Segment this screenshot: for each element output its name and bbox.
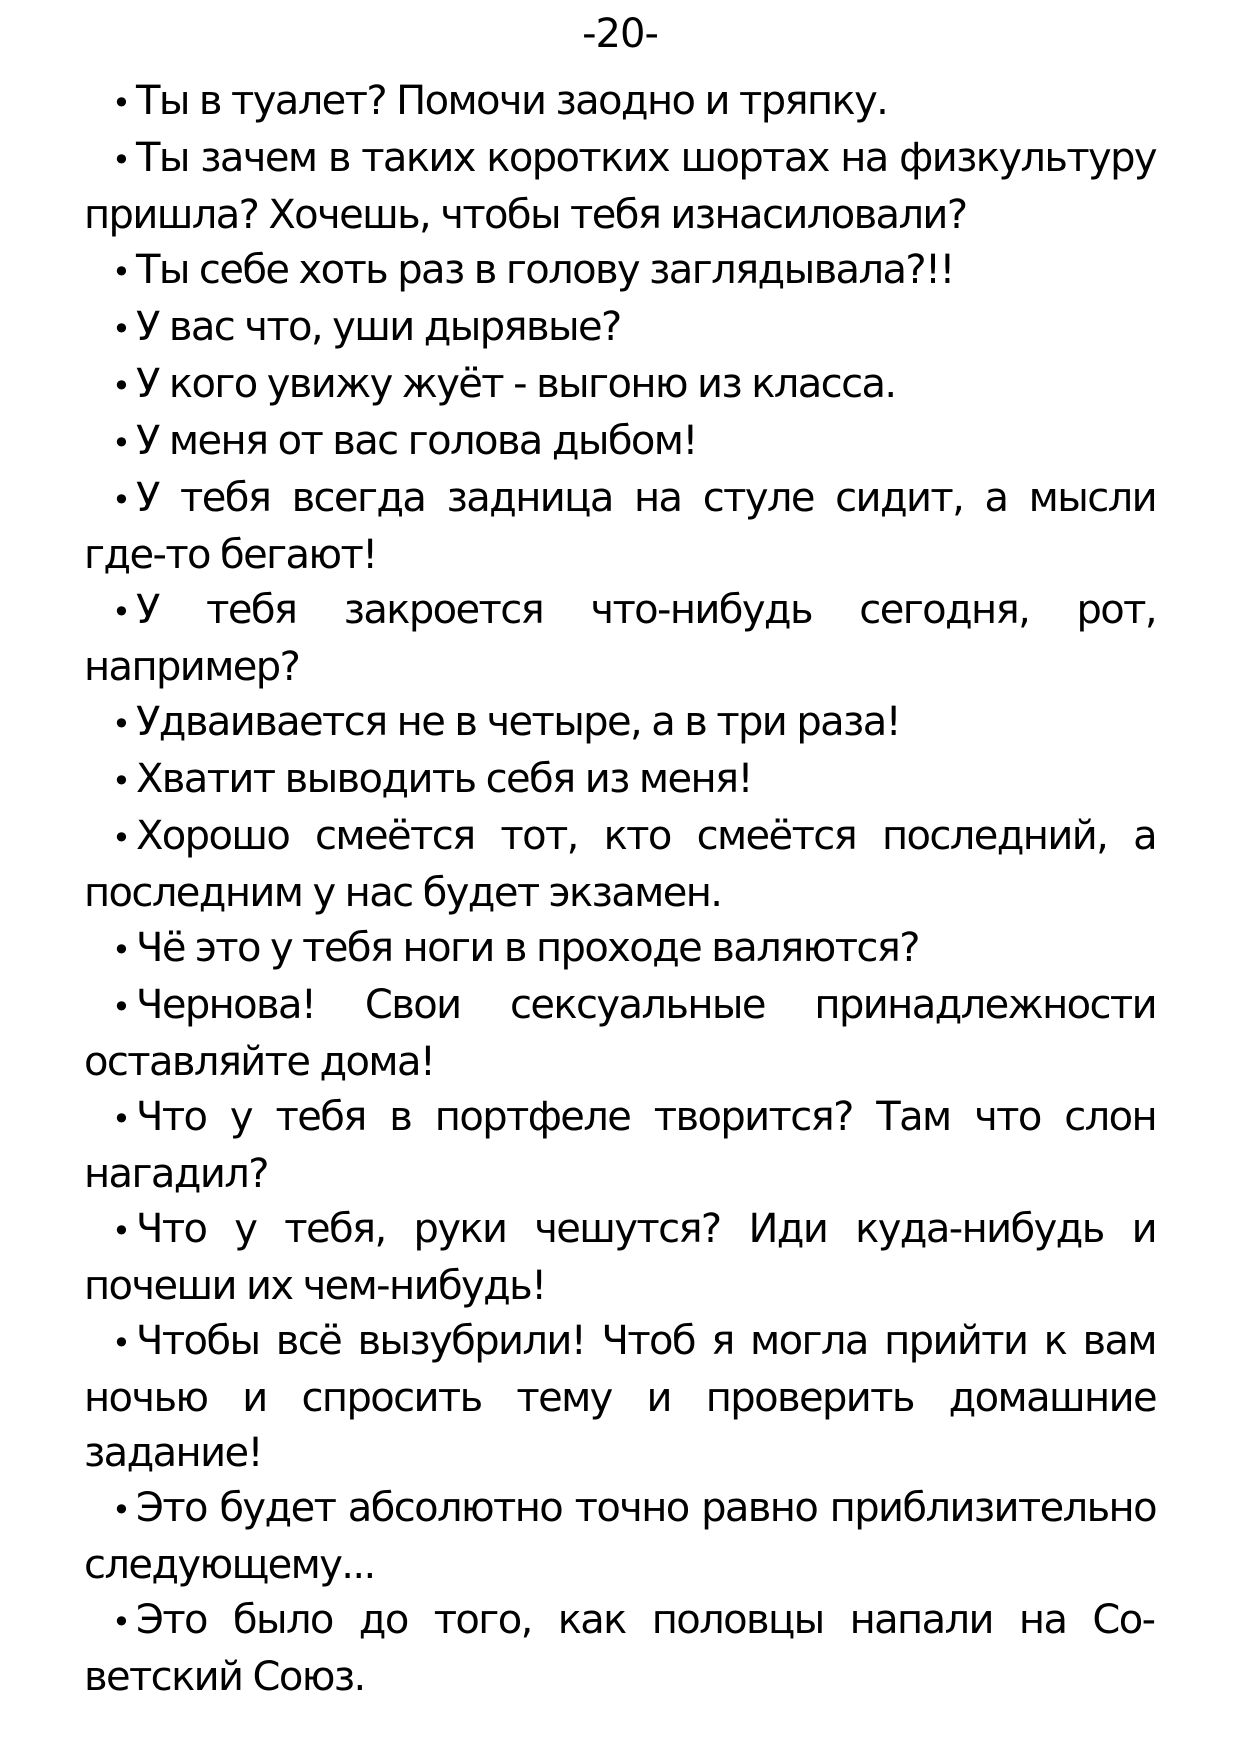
list-item: [84, 300, 1156, 357]
bullet-icon: •: [112, 593, 130, 631]
bullet-icon: •: [112, 141, 130, 179]
list-item: [84, 1090, 1156, 1202]
bullet-icon: •: [112, 481, 130, 519]
bullet-icon: •: [112, 1491, 130, 1529]
list-item: [84, 74, 1156, 131]
bullet-icon: •: [112, 367, 130, 405]
bullet-icon: •: [112, 424, 130, 462]
list-item-text: Чернова! Свои сексуальные принадлежности оставляйте дома!: [84, 982, 1156, 1085]
list-item-text: Ты зачем в таких коротких шортах на физкультуру пришла? Хочешь, чтобы тебя изнасиловали?: [84, 135, 1156, 238]
page-number: -20-: [582, 11, 658, 57]
list-item-text: Это было до того, как половцы напали на Советский Союз.: [84, 1597, 1156, 1700]
list-item: [84, 752, 1156, 809]
bullet-icon: •: [112, 762, 130, 800]
list-item: [84, 243, 1156, 300]
bullet-icon: •: [112, 819, 130, 857]
bullet-icon: •: [112, 931, 130, 969]
list-item-text: У кого увижу жуёт - выгоню из класса.: [136, 361, 896, 407]
bullet-icon: •: [112, 1100, 130, 1138]
list-item: [84, 131, 1156, 243]
list-item-text: У вас что, уши дырявые?: [136, 304, 621, 350]
list-item-text: Удваивается не в четыре, а в три раза!: [136, 699, 901, 745]
list-item: [84, 809, 1156, 921]
list-item: [84, 357, 1156, 414]
list-item: [84, 978, 1156, 1090]
list-item: [84, 1314, 1156, 1481]
quote-list: [84, 74, 1156, 1705]
list-item-text: Ты себе хоть раз в голову заглядывала?!!: [136, 247, 954, 293]
list-item-text: Хорошо смеётся тот, кто смеётся последний, а последним у нас будет экзамен.: [84, 813, 1156, 916]
list-item-text: Чтобы всё вызубрили! Чтоб я могла прийти к вам ночью и спросить тему и проверить домашние задание!: [84, 1318, 1156, 1476]
list-item: [84, 471, 1156, 583]
list-item-text: У тебя всегда задница на стуле сидит, а мысли где-то бегают!: [84, 475, 1156, 578]
list-item-text: Чё это у тебя ноги в проходе валяются?: [136, 925, 919, 971]
list-item: [84, 414, 1156, 471]
list-item-text: У меня от вас голова дыбом!: [136, 418, 697, 464]
bullet-icon: •: [112, 84, 130, 122]
list-item: [84, 583, 1156, 695]
bullet-icon: •: [112, 988, 130, 1026]
list-item-text: У тебя закроется что-нибудь сегодня, рот, например?: [84, 587, 1156, 690]
list-item-text: Хватит выводить себя из меня!: [136, 756, 752, 802]
bullet-icon: •: [112, 1324, 130, 1362]
bullet-icon: •: [112, 253, 130, 291]
bullet-icon: •: [112, 1212, 130, 1250]
list-item: [84, 1481, 1156, 1593]
list-item: [84, 921, 1156, 978]
list-item-text: Что у тебя в портфеле творится? Там что слон нагадил?: [84, 1094, 1156, 1197]
bullet-icon: •: [112, 705, 130, 743]
bullet-icon: •: [112, 1603, 130, 1641]
list-item: [84, 695, 1156, 752]
bullet-icon: •: [112, 310, 130, 348]
list-item-text: Ты в туалет? Помочи заодно и тряпку.: [136, 78, 888, 124]
list-item-text: Это будет абсолютно точно равно приблизительно следующему...: [84, 1485, 1156, 1588]
list-item-text: Что у тебя, руки чешутся? Иди куда-нибудь и почеши их чем-нибудь!: [84, 1206, 1156, 1309]
list-item: [84, 1202, 1156, 1314]
document-page: [84, 0, 1156, 1705]
list-item: [84, 1593, 1156, 1705]
